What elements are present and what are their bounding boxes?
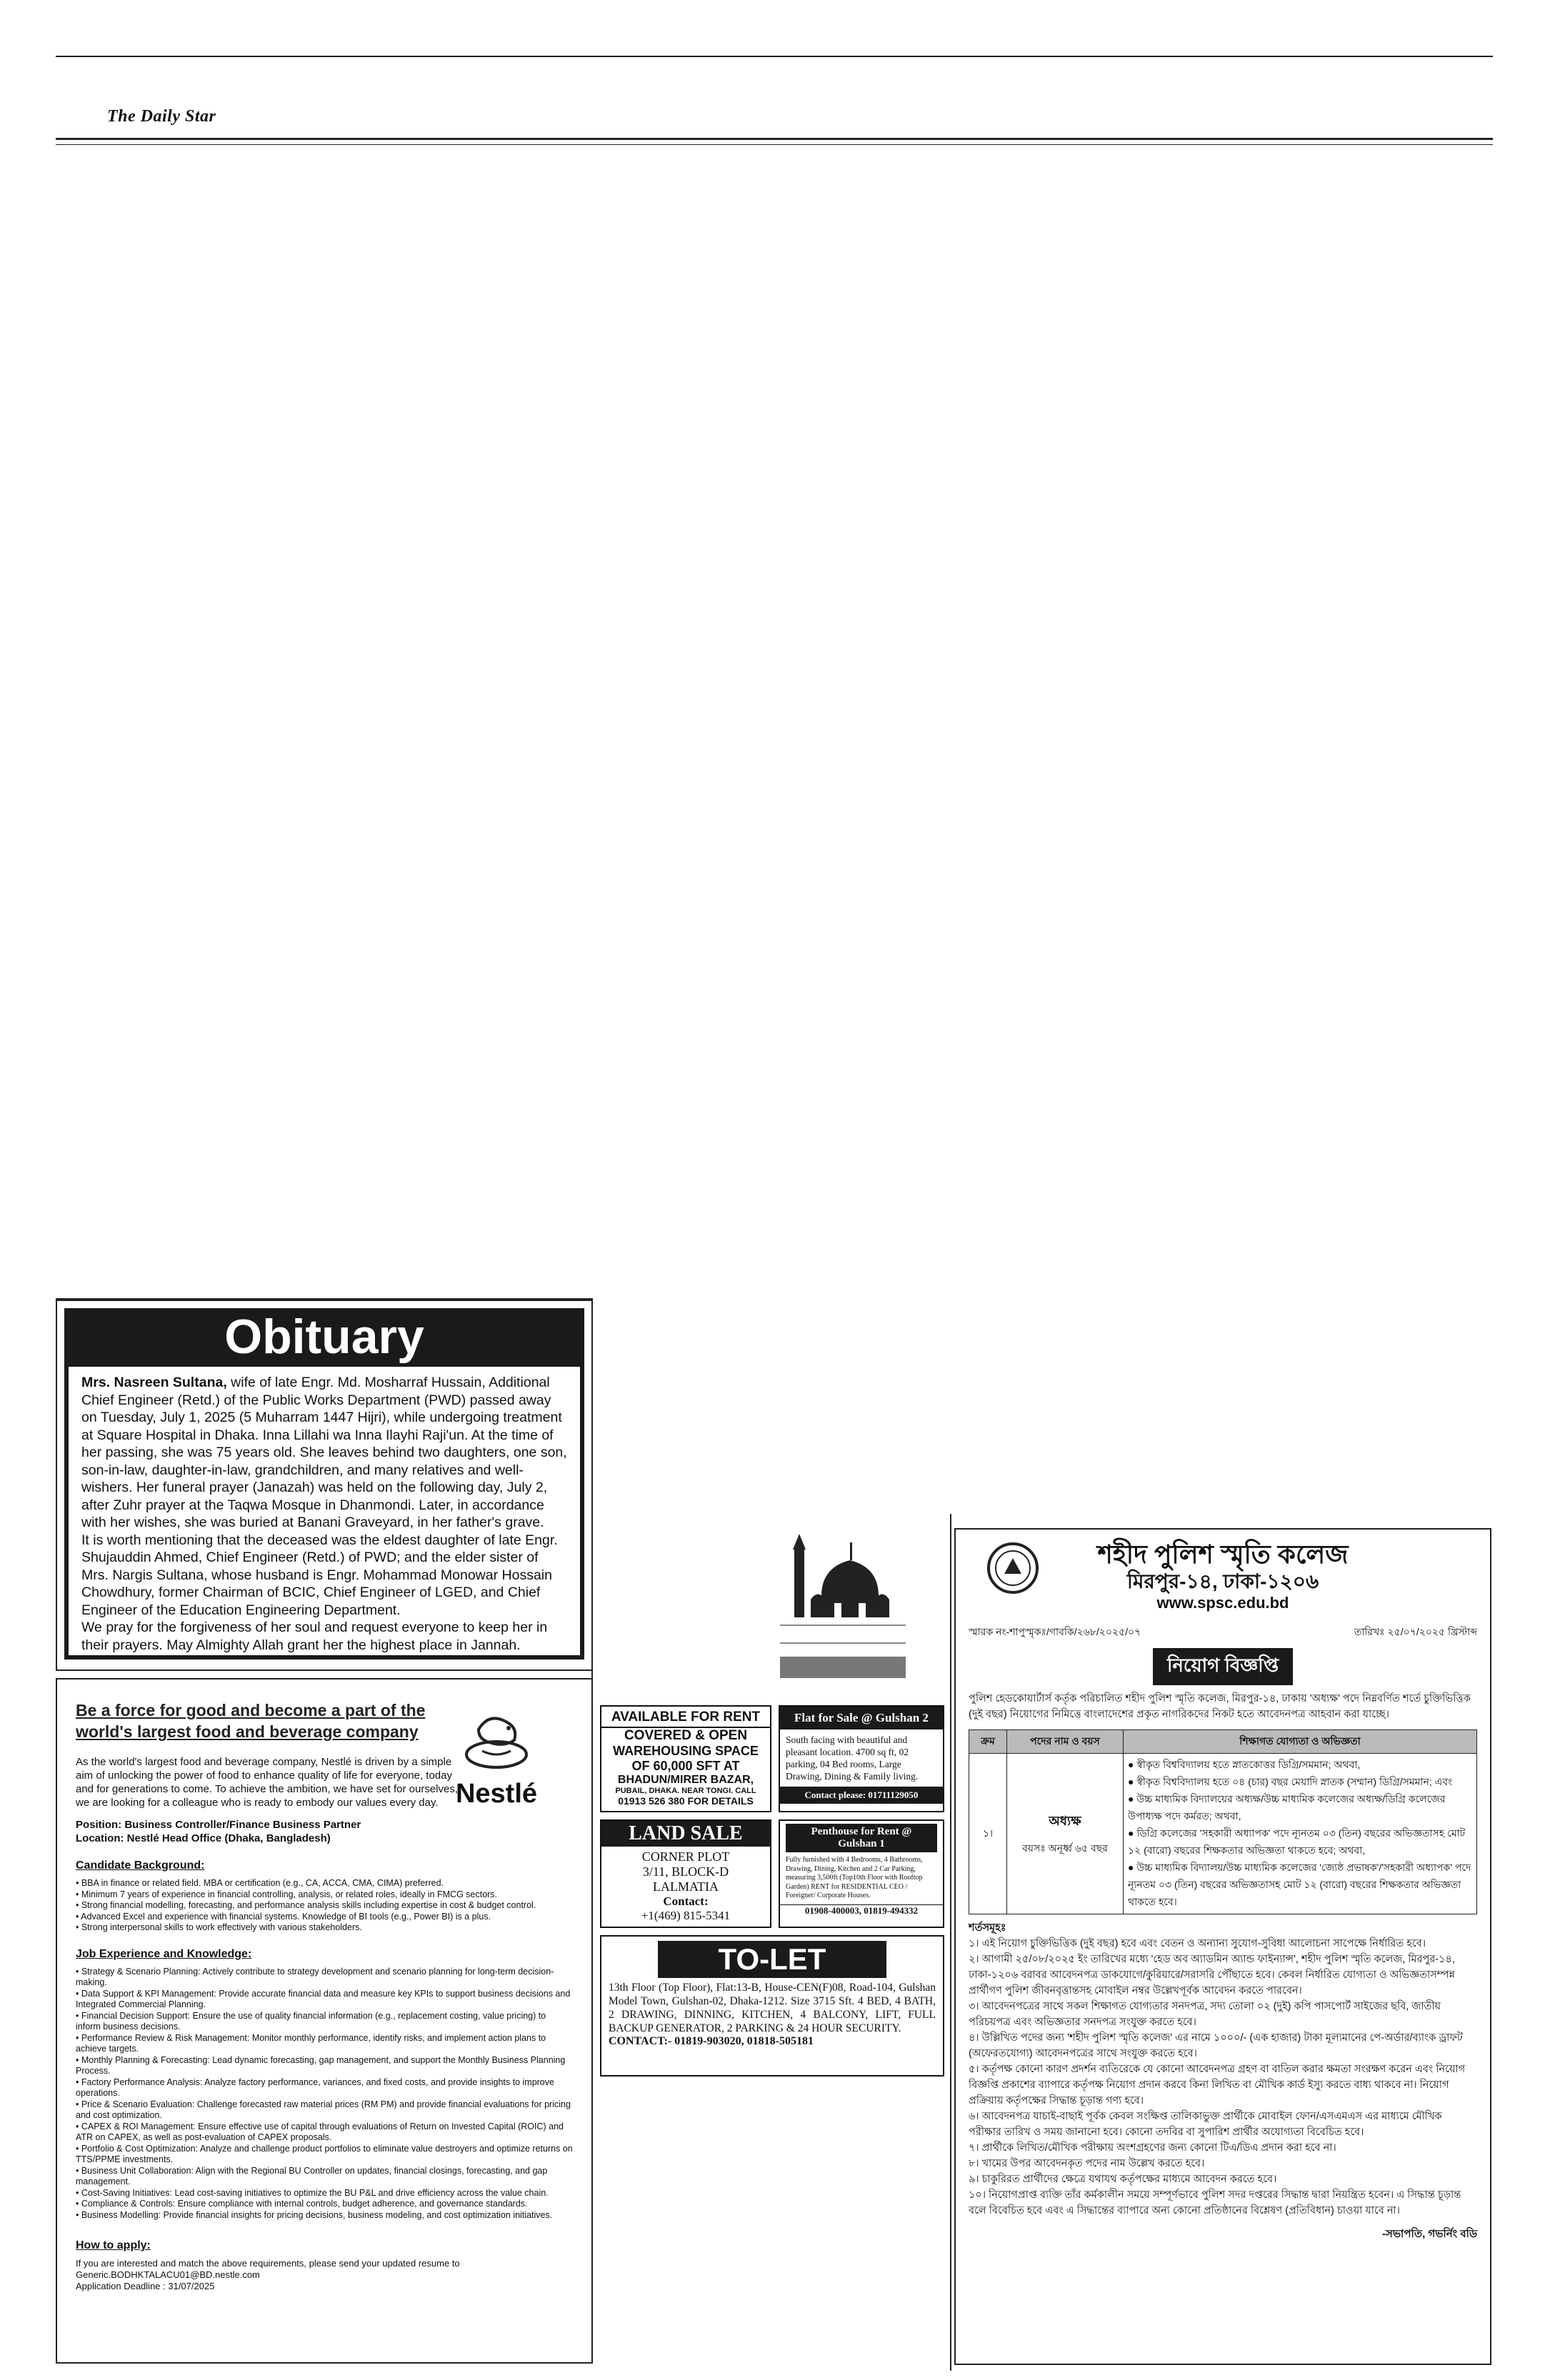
list-item: • Strong financial modelling, forecasting, and performance analysis skills including expertise in cost & budget control. [76,1900,536,1910]
warehouse-line-4: BHADUN/MIRER BAZAR, [617,1774,754,1786]
obituary-title: Obituary [64,1308,584,1367]
nestle-location: Location: Nestlé Head Office (Dhaka, Bangladesh) [76,1832,331,1844]
land-sale-line-3: LALMATIA [653,1879,719,1894]
nestle-bird-nest-icon [457,1708,536,1772]
list-item: • Factory Performance Analysis: Analyze factory performance, variances, and fixed costs, and provide insights to improve operations. [76,2077,554,2098]
land-sale-line-4: Contact: [663,1894,709,1908]
list-item: • Advanced Excel and experience with financial systems. Knowledge of BI tools (e.g., Power BI) is a plus. [76,1911,491,1922]
masthead-logo: The Daily Star [107,107,216,126]
row-post-cell [1007,1754,1124,1914]
list-item: ● স্বীকৃত বিশ্ববিদ্যালয় হতে ০৪ (চার) বছর মেয়াদি স্নাতক (সম্মান) ডিগ্রি/সমমান; এবং [1128,1776,1453,1787]
penthouse-contact: 01908-400003, 01819-494332 [780,1904,943,1917]
notice-intro: পুলিশ হেডকোয়ার্টার্স কর্তৃক পরিচালিত শহীদ পুলিশ স্মৃতি কলেজ, মিরপুর-১৪, ঢাকায় 'অধ্যক্ষ' পদে নিম্নবর্ণিত শর্তে চুক্তিভিত্তিক (দুই বছর) নিয়োগের নিমিত্তে বাংলাদেশের প্রকৃত নাগরিকদের নিকট হতে আবেদনপত্র আহবান করা যাচ্ছে। [969,1693,1471,1720]
flat-sale-text: South facing with beautiful and pleasant location. 4700 sq ft, 02 parking, 04 Bed rooms, Large Drawing, Dining & Family living. [786,1734,919,1782]
row-post: অধ্যক্ষ [1049,1813,1081,1828]
masthead-rule-thick [56,138,1493,140]
list-item: • Portfolio & Cost Optimization: Analyze and challenge product portfolios to eliminate value destroyers and optimize returns on TTS/PPME investments. [76,2143,573,2164]
nestle-job-list [76,1967,573,2221]
to-let-contact: CONTACT:- 01819-903020, 01818-505181 [609,2035,814,2047]
memo-row [969,1624,1477,1641]
notice-date: তারিখঃ ২৫/০৭/২০২৫ খ্রিস্টাব্দ [1354,1626,1477,1637]
memo-number: স্মারক নং-শাপুস্মৃকঃ/গাবকি/২৬৮/২০২৫/০৭ [969,1626,1141,1637]
list-item: ৩। আবেদনপত্রের সাথে সকল শিক্ষাগত যোগ্যতার সনদপত্র, সদ্য তোলা ০২ (দুই) কপি পাসপোর্ট সাইজের ছবি, জাতীয় পরিচয়পত্র এবং অভিজ্ঞতার সনদপত্র সংযুক্ত করতে হবে। [969,2001,1441,2028]
warehouse-line-3: OF 60,000 SFT AT [631,1759,740,1773]
list-item: • Price & Scenario Evaluation: Challenge forecasted raw material prices (RM PM) and provide financial evaluations for pricing and cost optimization. [76,2099,571,2120]
terms-heading: শর্তসমূহঃ [969,1922,1006,1934]
mosque-icon [779,1528,907,1621]
recruitment-notice [954,1528,1491,2365]
row-qualifications [1124,1754,1477,1914]
list-item: ২। আগামী ২৫/০৮/২০২৫ ইং তারিখের মধ্যে 'হেড অব অ্যাডমিন অ্যান্ড ফাইন্যান্স', শহীদ পুলিশ স্মৃতি কলেজ, মিরপুর-১৪, ঢাকা-১২০৬ বরাবর আবেদনপত্র ডাকযোগে/কুরিয়ারে/সরাসরি পৌঁছাতে হবে। কেবল নির্ধারিত যোগ্যতা ও অভিজ্ঞতাসম্পন্ন প্রার্থীগণ পুলিশ জীবনবৃত্তান্তসহ মোবাইল নম্বর উল্লেখপূর্বক আবেদন করতে পারবেন। [969,1954,1455,1997]
flat-sale-contact: Contact please: 01711129050 [780,1787,943,1804]
col-serial: ক্রম [969,1730,1007,1754]
qualification-table [969,1729,1477,1914]
list-item: ৭। প্রার্থীকে লিখিত/মৌখিক পরীক্ষায় অংশগ্রহণের জন্য কোনো টিএ/ডিএ প্রদান করা হবে না। [969,2142,1336,2154]
to-let-title: TO-LET [658,1941,886,1978]
nestle-candidate-heading: Candidate Background: [76,1859,205,1872]
college-website: www.spsc.edu.bd [1156,1594,1289,1612]
nestle-position: Position: Business Controller/Finance Business Partner [76,1819,361,1831]
list-item: • BBA in finance or related field. MBA or certification (e.g., CA, ACCA, CMA, CIMA) preferred. [76,1878,444,1888]
warehouse-title: AVAILABLE FOR RENT [601,1709,770,1728]
land-sale-ad [600,1819,771,1928]
obituary-para-3: We pray for the forgiveness of her soul and request everyone to keep her in their prayers. May Almighty Allah grant her the highest place in Jannah. [81,1620,548,1653]
ad-frame-right-vertical [950,1514,951,2371]
notice-heading: নিয়োগ বিজ্ঞপ্তি [1153,1648,1293,1685]
list-item: • Business Unit Collaboration: Align with the Regional BU Controller on updates, financial closings, forecasting, and gap management. [76,2165,548,2186]
land-sale-line-5: +1(469) 815-5341 [641,1909,731,1922]
nestle-candidate-list [76,1878,573,1934]
list-item: • Data Support & KPI Management: Provide accurate financial data and measure key KPIs to support business decisions and Integrated Commercial Planning. [76,1988,571,2009]
nestle-logo [436,1708,557,1809]
nestle-headline: Be a force for good and become a part of the world's largest food and beverage company [76,1701,426,1741]
list-item: • Financial Decision Support: Ensure the use of quality financial information (e.g., replacement costing, value pricing) to inform business decisions. [76,2010,546,2032]
divider [780,1642,906,1644]
list-item: • Strategy & Scenario Planning: Actively contribute to strategy development and scenario planning for long-term decision-making. [76,1966,554,1987]
table-header-row [969,1730,1477,1754]
list-item: • Monthly Planning & Forecasting: Lead dynamic forecasting, gap management, and support the Monthly Business Planning Process. [76,2054,566,2076]
list-item: ৬। আবেদনপত্র যাচাই-বাছাই পূর্বক কেবল সংক্ষিপ্ত তালিকাভুক্ত প্রার্থীকে মোবাইল ফোন/এসএমএস এর মাধ্যমে মৌখিক পরীক্ষার তারিখ ও সময় জানানো হবে। কোনো তদবির বা সুপারিশ প্রার্থীর অযোগ্যতা বিবেচিত হবে। [969,2111,1442,2138]
top-rule [56,56,1493,57]
col-qualification: শিক্ষাগত যোগ্যতা ও অভিজ্ঞতা [1124,1730,1477,1754]
list-item: ● ডিগ্রি কলেজের 'সহকারী অধ্যাপক' পদে ন্যূনতম ০৩ (তিন) বছরের অভিজ্ঞতাসহ মোট ১২ (বারো) বছরের শিক্ষকতার অভিজ্ঞতা থাকতে হবে; অথবা, [1128,1827,1466,1856]
to-let-ad [600,1935,944,2077]
penthouse-title: Penthouse for Rent @ Gulshan 1 [786,1824,937,1852]
to-let-text: 13th Floor (Top Floor), Flat:13-B, House-CEN(F)08, Road-104, Gulshan Model Town, Gulshan-02, Dhaka-1212. Size 3715 Sft. 4 BED, 4 BATH, 2 DRAWING, DINNING, KITCHEN, 4 BALCONY, LIFT, FULL BACKUP GENERATOR, 2 PARKING & 24 HOUR SECURITY. [609,1982,936,2034]
penthouse-rent-ad [779,1819,944,1928]
list-item: • Compliance & Controls: Ensure compliance with internal controls, budget adherence, and governance standards. [76,2199,528,2209]
warehouse-rent-ad [600,1705,771,1812]
land-sale-line-1: CORNER PLOT [641,1849,730,1864]
nestle-apply-heading: How to apply: [76,2239,151,2251]
list-item: • Minimum 7 years of experience in financial controlling, analysis, or related roles, ideally in FMCG sectors. [76,1889,498,1899]
list-item: ১। এই নিয়োগ চুক্তিভিত্তিক (দুই বছর) হবে এবং বেতন ও অন্যান্য সুযোগ-সুবিধা আলোচনা সাপেক্ষে নির্ধারিত হবে। [969,1938,1426,1949]
list-item: ৯। চাকুরিরত প্রার্থীদের ক্ষেত্রে যথাযথ কর্তৃপক্ষের মাধ্যমে আবেদন করতে হবে। [969,2174,1277,2185]
college-address: মিরপুর-১৪, ঢাকা-১২০৬ [1126,1570,1319,1592]
divider [780,1625,906,1626]
obituary-deceased-name: Mrs. Nasreen Sultana, [81,1375,227,1390]
nestle-job-heading: Job Experience and Knowledge: [76,1947,252,1960]
flat-sale-gulshan2-ad [779,1705,944,1812]
obituary-body [64,1367,584,1660]
list-item: ● উচ্চ মাধ্যমিক বিদ্যালয়ের অধ্যক্ষ/উচ্চ মাধ্যমিক কলেজের অধ্যক্ষ/ডিগ্রি কলেজের উপাধ্যক্ষ পদে কর্মরত; অথবা, [1128,1793,1446,1822]
warehouse-line-5: PUBAIL, DHAKA. NEAR TONGI. CALL [615,1787,756,1795]
table-row [969,1754,1477,1914]
college-crest-icon [984,1540,1041,1600]
notice-signature: -সভাপতি, গভর্নিং বডি [1381,2228,1477,2240]
list-item: ● স্বীকৃত বিশ্ববিদ্যালয় হতে স্নাতকোত্তর ডিগ্রি/সমমান; অথবা, [1128,1759,1361,1770]
list-item: • Business Modelling: Provide financial insights for pricing decisions, business modeling, and cost optimization initiatives. [76,2209,553,2220]
gray-bar [780,1657,906,1678]
list-item: • Performance Review & Risk Management: Monitor monthly performance, identify risks, and implement action plans to achieve targets. [76,2032,546,2054]
col-post: পদের নাম ও বয়স [1007,1730,1124,1754]
nestle-job-ad [56,1678,593,2364]
terms-list [969,1920,1477,2219]
row-serial: ১। [969,1754,1007,1914]
warehouse-line-1: COVERED & OPEN [624,1728,748,1743]
list-item: ৫। কর্তৃপক্ষ কোনো কারণ প্রদর্শন ব্যতিরেকে যে কোনো আবেদনপত্র গ্রহণ বা বাতিল করার ক্ষমতা সংরক্ষণ করেন এবং নিয়োগ বিজ্ঞপ্তি প্রকাশের ব্যাপারে কর্তৃপক্ষ নিয়োগ প্রদান করবে কিনা লিখিত বা মৌখিক কার্ড ইস্যু করতে বাধ্য থাকবে না। নিয়োগ প্রক্রিয়ায় কর্তৃপক্ষের সিদ্ধান্ত চূড়ান্ত গণ্য হবে। [969,2064,1466,2107]
list-item: ৪। উল্লিখিত পদের জন্য 'শহীদ পুলিশ স্মৃতি কলেজ' এর নামে ১০০০/- (এক হাজার) টাকা মূল্যমানের পে-অর্ডার/ব্যাংক ড্রাফট (অফেরতযোগ্য) আবেদনপত্রের সাথে সংযুক্ত করতে হবে। [969,2032,1463,2059]
land-sale-title: LAND SALE [601,1821,770,1847]
list-item: • Strong interpersonal skills to work effectively with various stakeholders. [76,1922,362,1932]
list-item: ● উচ্চ মাধ্যমিক বিদ্যালয়/উচ্চ মাধ্যমিক কলেজের 'জ্যেষ্ঠ প্রভাষক'/'সহকারী অধ্যাপক' পদে ন্যূনতম ০৩ (তিন) বছরের অভিজ্ঞতাসহ মোট ১২ (বারো) বছরের শিক্ষকতার অভিজ্ঞতা থাকতে হবে। [1128,1862,1471,1907]
obituary-para-1: wife of late Engr. Md. Mosharraf Hussain, Additional Chief Engineer (Retd.) of the Public Works Department (PWD) passed away on Tuesday, July 1, 2025 (5 Muharram 1447 Hijri), while undergoing treatment at Square Hospital in Dhaka. Inna Lillahi wa Inna Ilayhi Raji'un. At the time of her passing, she was 75 years old. She leaves behind two daughters, one son, son-in-law, daughter-in-law, grandchildren, and many relatives and well-wishers. Her funeral prayer (Janazah) was held on the following day, July 2, after Zuhr prayer at the Taqwa Mosque in Dhanmondi. Later, in accordance with her wishes, she was buried at Banani Graveyard, in her father's grave. [81,1375,567,1530]
nestle-apply-text: If you are interested and match the above requirements, please send your updated resume to Generic.BODHKTALACU01@BD.nestle.com [76,2258,460,2280]
warehouse-line-6: 01913 526 380 FOR DETAILS [618,1795,754,1807]
warehouse-line-2: WAREHOUSING SPACE [613,1744,759,1758]
list-item: ৮। খামের উপর আবেদনকৃত পদের নাম উল্লেখ করতে হবে। [969,2158,1205,2169]
penthouse-text: Fully furnished with 4 Bedrooms, 4 Bathrooms, Drawing, Dining, Kitchen and 2 Car Parking, measuring 3,500ft (Top10th Floor with Rooftop Garden) RENT for RESIDENTIAL CEO / Foreigner/ Corporate Houses. [786,1856,923,1899]
flat-sale-title: Flat for Sale @ Gulshan 2 [780,1707,943,1729]
obituary-ad [56,1300,593,1671]
nestle-deadline: Application Deadline : 31/07/2025 [76,2281,215,2291]
masthead-rule-thin [56,144,1493,145]
obituary-para-2: It is worth mentioning that the deceased was the eldest daughter of late Engr. Shujauddin Ahmed, Chief Engineer (Retd.) of PWD; and the elder sister of Mrs. Nargis Sultana, whose husband is Engr. Mohammad Monowar Hossain Chowdhury, former Chairman of BCIC, Chief Engineer of LGED, and Chief Engineer of the Education Engineering Department. [81,1532,558,1618]
college-name: শহীদ পুলিশ স্মৃতি কলেজ [1097,1540,1349,1569]
row-age: বয়সঃ অনূর্ধ্ব ৬৫ বছর [1022,1842,1108,1854]
notice-heading-wrap [969,1648,1477,1685]
nestle-intro: As the world's largest food and beverage company, Nestlé is driven by a simple aim of unlocking the power of food to enhance quality of life for everyone, today and for generations to come. To achieve the ambition, we have set for ourselves, we are looking for a colleague who is ready to embody our values every day. [76,1756,459,1809]
nestle-wordmark: Nestlé [455,1779,538,1809]
list-item: ১০। নিয়োগপ্রাপ্ত ব্যক্তি তাঁর কর্মকালীন সময়ে সম্পূর্ণভাবে পুলিশ সদর দপ্তরের সিদ্ধান্ত দ্বারা নিয়ন্ত্রিত হবেন। এ সিদ্ধান্ত চূড়ান্ত বলে বিবেচিত হবে এবং এ সিদ্ধান্তের ব্যাপারে অন্য কোনো প্রতিষ্ঠানের বিশ্লেষণ (প্রতিবিধান) চাওয়া যাবে না। [969,2189,1461,2216]
list-item: • CAPEX & ROI Management: Ensure effective use of capital through evaluations of Return on Invested Capital (ROIC) and ATR on CAPEX, as well as post-evaluation of CAPEX proposals. [76,2121,564,2142]
land-sale-line-2: 3/11, BLOCK-D [642,1864,729,1879]
list-item: • Cost-Saving Initiatives: Lead cost-saving initiatives to optimize the BU P&L and drive efficiency across the value chain. [76,2187,549,2198]
